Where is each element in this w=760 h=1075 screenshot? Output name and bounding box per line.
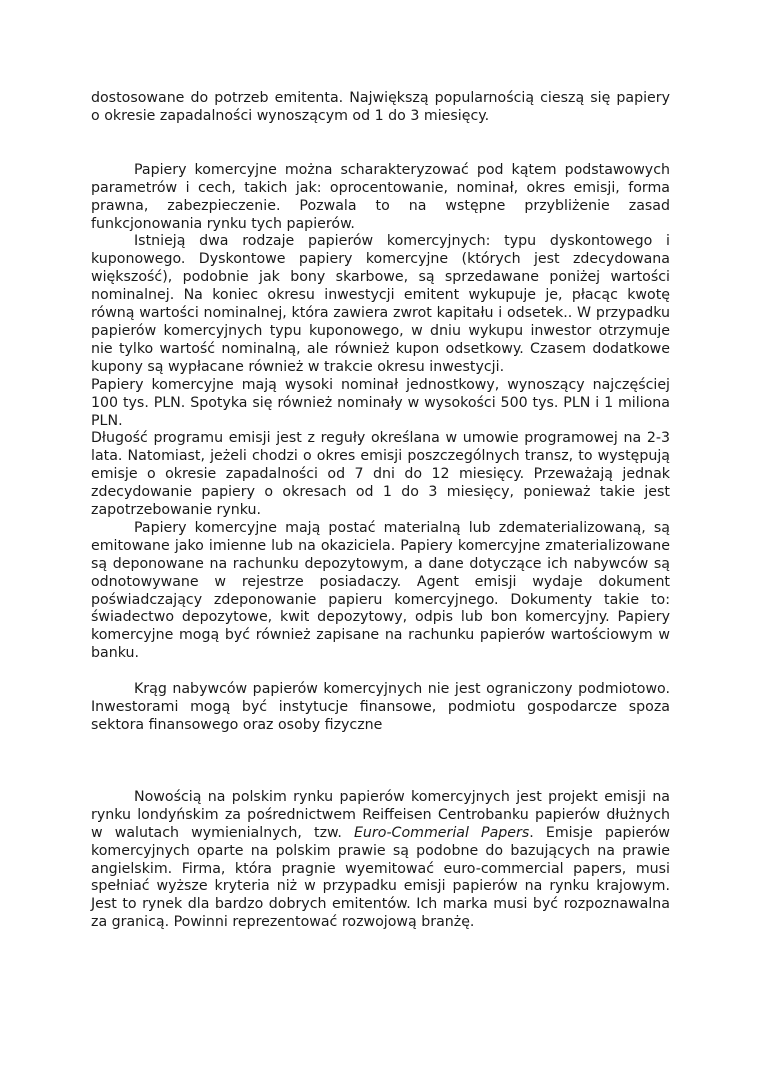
paragraph-5: Długość programu emisji jest z reguły określana w umowie programowej na 2-3 lata. Natomiast, jeżeli chodzi o okres emisji poszczególnych transz, to występują emisje o okresie zapadalności od 7 dni do 12 miesięcy. Przeważają jednak zdecydowanie papiery o okresach od 1 do 3 miesięcy, ponieważ takie jest zapotrzebowanie rynku. xyxy=(91,430,670,519)
paragraph-8-italic-term: Euro-Commerial Papers xyxy=(353,824,530,841)
document-page xyxy=(91,90,670,932)
paragraph-7: Krąg nabywców papierów komercyjnych nie jest ograniczony podmiotowo. Inwestorami mogą być instytucje finansowe, podmiotu gospodarcze spoza sektora finansowego oraz osoby fizyczne xyxy=(91,681,670,733)
paragraph-gap xyxy=(91,126,670,162)
paragraph-8 xyxy=(91,789,670,932)
paragraph-4: Papiery komercyjne mają wysoki nominał jednostkowy, wynoszący najczęściej 100 tys. PLN. Spotyka się również nominały w wysokości 500 tys. PLN i 1 miliona PLN. xyxy=(91,376,670,429)
paragraph-1: dostosowane do potrzeb emitenta. Największą popularnością cieszą się papiery o okresie zapadalności wynoszącym od 1 do 3 miesięcy. xyxy=(91,90,670,124)
paragraph-2: Papiery komercyjne można scharakteryzować pod kątem podstawowych parametrów i cech, takich jak: oprocentowanie, nominał, okres emisji, forma prawna, zabezpieczenie. Pozwala to na wstępne przybliżenie zasad funkcjonowania rynku tych papierów. xyxy=(91,161,670,232)
paragraph-8-text-a: Nowością na polskim rynku papierów komercyjnych jest projekt emisji na rynku londyńskim za pośrednictwem Reiffeisen Centrobanku papierów dłużnych w walutach wymienialnych, tzw. xyxy=(91,788,670,841)
paragraph-3: Istnieją dwa rodzaje papierów komercyjnych: typu dyskontowego i kuponowego. Dyskontowe papiery komercyjne (których jest zdecydowana większość), podobnie jak bony skarbowe, są sprzedawane poniżej wartości nominalnej. Na koniec okresu inwestycji emitent wykupuje je, płacąc kwotę równą wartości nominalnej, która zawiera zwrot kapitału i odsetek.. W przypadku papierów komercyjnych typu kuponowego, w dniu wykupu inwestor otrzymuje nie tylko wartość nominalną, ale również kupon odsetkowy. Czasem dodatkowe kupony są wypłacane również w trakcie okresu inwestycji. xyxy=(91,233,670,375)
paragraph-6: Papiery komercyjne mają postać materialną lub zdematerializowaną, są emitowane jako imienne lub na okaziciela. Papiery komercyjne zmaterializowane są deponowane na rachunku depozytowym, a dane dotyczące ich nabywców są odnotowywane w rejestrze posiadaczy. Agent emisji wydaje dokument poświadczający zdeponowanie papieru komercyjnego. Dokumenty takie to: świadectwo depozytowe, kwit depozytowy, odpis lub bon komercyjny. Papiery komercyjne mogą być również zapisane na rachunku papierów wartościowym w banku. xyxy=(91,519,670,662)
paragraph-gap xyxy=(91,663,670,681)
paragraph-gap xyxy=(91,735,670,789)
paragraph-8-text-b: . Emisje papierów komercyjnych oparte na polskim prawie są podobne do bazujących na prawie angielskim. Firma, która pragnie wyemitować euro-commercial papers, musi spełniać wyższe kryteria niż w przypadku emisji papierów na rynku krajowym. Jest to rynek dla bardzo dobrych emitentów. Ich marka musi być rozpoznawalna za granicą. Powinni reprezentować rozwojową branżę. xyxy=(91,824,670,931)
